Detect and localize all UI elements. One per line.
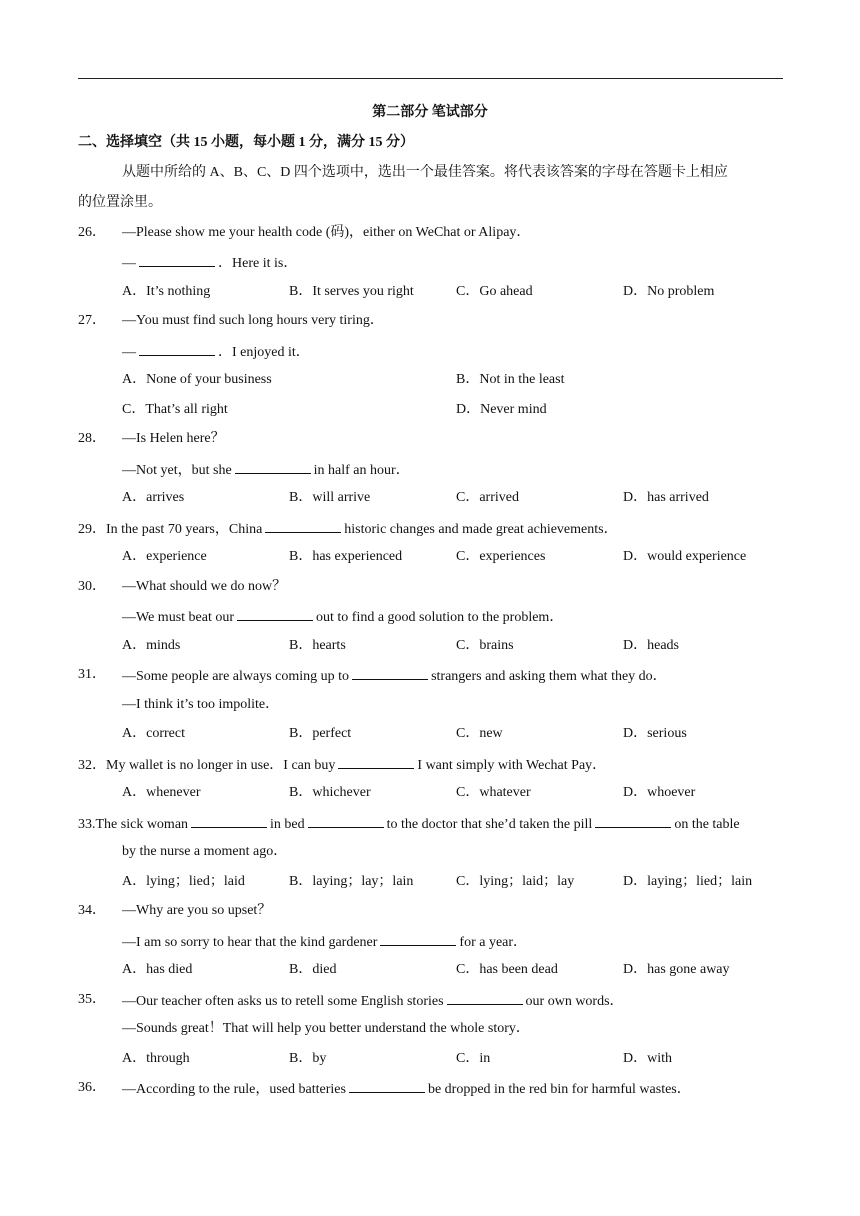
question-number: 30． [78, 579, 106, 594]
option-a: A．experience [122, 549, 207, 564]
option-a: A．lying；lied；laid [122, 874, 245, 889]
option-a: A．It’s nothing [122, 284, 211, 299]
answer-blank [308, 814, 384, 828]
question-text: —According to the rule，used batteries be dropped in the red bin for harmful wastes． [122, 1079, 691, 1099]
option-c: C．in [456, 1051, 491, 1066]
option-a: A．has died [122, 962, 193, 977]
option-d: D．with [623, 1051, 672, 1066]
option-a: A．None of your business [122, 372, 272, 387]
question-response: —I think it’s too impolite． [122, 697, 280, 712]
option-d: D．would experience [623, 549, 747, 564]
option-a: A．through [122, 1051, 190, 1066]
answer-blank [595, 814, 671, 828]
question-text: —Why are you so upset？ [122, 903, 272, 918]
option-c: C．arrived [456, 490, 519, 505]
question-text: —Is Helen here？ [122, 431, 225, 446]
question-number: 28． [78, 431, 106, 446]
answer-blank [338, 755, 414, 769]
question-number: 35． [78, 992, 106, 1007]
option-d: D．No problem [623, 284, 715, 299]
answer-blank [139, 253, 215, 267]
question-text-continued: by the nurse a moment ago． [122, 844, 288, 859]
answer-blank [447, 991, 523, 1005]
option-b: B．will arrive [289, 490, 371, 505]
answer-blank [191, 814, 267, 828]
question-text: —Please show me your health code (码)，either on WeChat or Alipay． [122, 225, 531, 240]
option-c: C．new [456, 726, 503, 741]
option-a: A．arrives [122, 490, 185, 505]
answer-blank [265, 519, 341, 533]
question-number: 34． [78, 903, 106, 918]
part-title: 第二部分 笔试部分 [372, 105, 488, 120]
option-d: D．whoever [623, 785, 696, 800]
question-response: —Sounds great！That will help you better understand the whole story． [122, 1021, 530, 1036]
option-c: C．Go ahead [456, 284, 533, 299]
question-number: 33. [78, 817, 96, 832]
option-b: B．laying；lay；lain [289, 874, 414, 889]
option-b: B．Not in the least [456, 372, 565, 387]
instruction-line-2: 的位置涂里。 [78, 195, 162, 210]
option-c: C．That’s all right [122, 402, 228, 417]
option-a: A．whenever [122, 785, 201, 800]
option-c: C．lying；laid；lay [456, 874, 575, 889]
question-number: 36． [78, 1080, 106, 1095]
question-number: 27． [78, 313, 106, 328]
option-b: B．It serves you right [289, 284, 414, 299]
answer-blank [235, 460, 311, 474]
option-b: B．hearts [289, 638, 346, 653]
question-text: —You must find such long hours very tiring． [122, 313, 384, 328]
option-a: A．correct [122, 726, 185, 741]
answer-blank [237, 607, 313, 621]
question-number: 29． [78, 522, 106, 537]
question-text: 33.The sick woman in bed to the doctor that she’d taken the pill on the table [78, 814, 740, 834]
question-response: — ．I enjoyed it． [122, 342, 310, 362]
top-rule [78, 78, 783, 79]
question-number: 31． [78, 667, 106, 682]
option-c: C．whatever [456, 785, 531, 800]
question-response: —Not yet，but she in half an hour． [122, 460, 410, 480]
option-b: B．died [289, 962, 337, 977]
option-d: D．Never mind [456, 402, 547, 417]
question-text: 29．In the past 70 years，China historic changes and made great achievements． [78, 519, 618, 539]
option-d: D．heads [623, 638, 679, 653]
question-text: 32．My wallet is no longer in use．I can buy I want simply with Wechat Pay． [78, 755, 606, 775]
question-text: —What should we do now？ [122, 579, 287, 594]
option-b: B．perfect [289, 726, 352, 741]
option-c: C．has been dead [456, 962, 558, 977]
option-c: C．experiences [456, 549, 546, 564]
option-d: D．has arrived [623, 490, 709, 505]
option-b: B．has experienced [289, 549, 403, 564]
answer-blank [380, 932, 456, 946]
question-text: —Our teacher often asks us to retell some English stories our own words． [122, 991, 624, 1011]
option-a: A．minds [122, 638, 181, 653]
instruction-line-1: 从题中所给的 A、B、C、D 四个选项中，选出一个最佳答案。将代表该答案的字母在答题卡上相应 [122, 165, 728, 180]
option-b: B．by [289, 1051, 327, 1066]
section-heading: 二、选择填空（共 15 小题，每小题 1 分，满分 15 分） [78, 135, 414, 150]
option-c: C．brains [456, 638, 514, 653]
question-response: —I am so sorry to hear that the kind gardener for a year． [122, 932, 527, 952]
option-b: B．whichever [289, 785, 371, 800]
option-d: D．serious [623, 726, 687, 741]
question-response: —We must beat our out to find a good solution to the problem． [122, 607, 563, 627]
question-number: 32． [78, 758, 106, 773]
question-response: — ．Here it is． [122, 253, 297, 273]
question-text: —Some people are always coming up to strangers and asking them what they do． [122, 666, 667, 686]
answer-blank [139, 342, 215, 356]
answer-blank [349, 1079, 425, 1093]
option-d: D．has gone away [623, 962, 730, 977]
question-number: 26． [78, 225, 106, 240]
answer-blank [352, 666, 428, 680]
option-d: D．laying；lied；lain [623, 874, 753, 889]
